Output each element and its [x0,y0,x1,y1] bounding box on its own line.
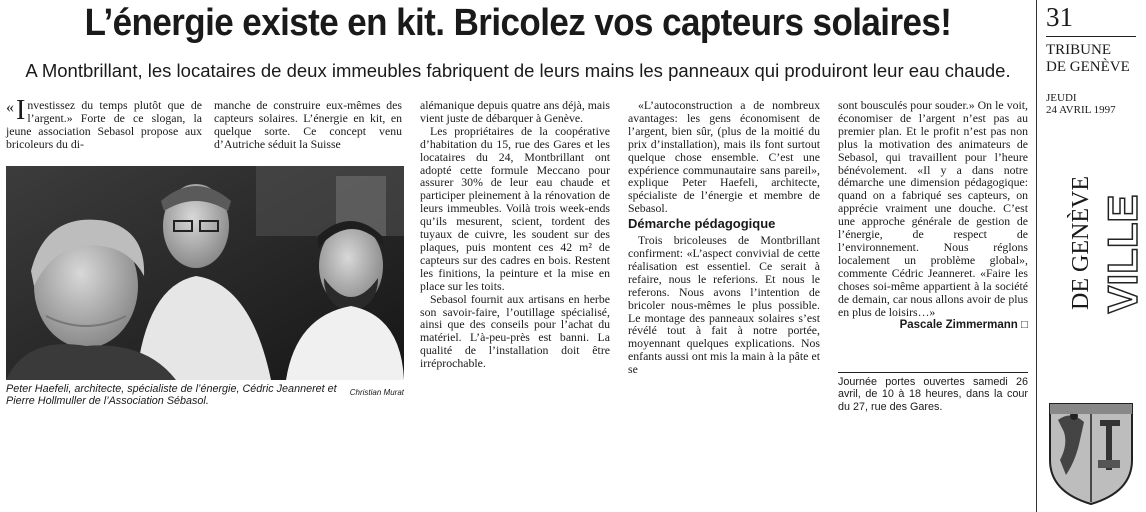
caption-text: Peter Haefeli, architecte, spécialiste de l’énergie, Cédric Jeanneret et Pierre Hollmuller de l’Association Sébasol. [6,383,337,408]
column-4: «L’autoconstruction a de nombreux avantages: les gens économisent de l’argent, bien sûr, (plus de la moitié du prix d’installation), mais ils font surtout quelque chose ensemble. C’est une expérience communautaire sans pareil», explique Peter Haefeli, architecte, spécialiste de l’énergie et membre de Sebasol. Démarche pédagogique Trois bricoleuses de Montbrillant confirment: «L’aspect convivial de cette réalisation est essentiel. Ce serait à refaire, nous le referions. Et nous le referons. Nous avons l’intention de bricoler nous-mêmes le plus possible. Le montage des panneaux solaires s’est révélé tout à fait à notre portée, moyennant quelques explications. Nos enfants aussi ont mis la main à la pâte et se [628,98,820,377]
info-divider [838,372,1028,373]
column-5: sont bousculés pour souder.» On le voit, économiser de l’argent n’est pas au premier plan. Et le profit n’est pas non plus la motivation des animateurs de Sebasol, qui travaillent pour l’heure bénévolement. «Il y a dans notre démarche une dimension pédagogique: quand on a fabriqué ses capteurs, on apprécie vraiment une douche. C’est une approche générale de gestion de l’énergie, de respect de l’environnement. Nous réglons localement un problème global», commente Cédric Jeanneret. «Faire les choses soi-même appartient à la société de demain, car nous allons avoir de plus en plus de loisirs…» Pascale Zimmermann □ [838,98,1028,332]
photo-credit: Christian Murat [349,388,404,397]
section-small: DE GENÈVE [1068,176,1094,310]
headline: L’énergie existe en kit. Bricolez vos capteurs solaires! [84,2,952,44]
article-photo [6,166,404,380]
subheadline: A Montbrillant, les locataires de deux immeubles fabriquent de leurs mains les panneaux qui produiront leur eau chaude. [25,60,1011,81]
photo-caption [6,383,404,408]
column-2-paragraph: manche de construire eux-mêmes des capteurs solaires. L’énergie en kit, en quelque sorte. Ce concept venu d’Autriche séduit la Suisse [214,98,402,151]
crest-icon [1046,400,1136,506]
quote-open: « [6,99,14,116]
intro-paragraph: « I nvestissez du temps plutôt que de l’argent.» Forte de ce slogan, la jeune association Sebasol propose aux bricoleurs du di- [6,95,202,151]
issue-date: JEUDI 24 AVRIL 1997 [1046,92,1116,116]
section-heading: Démarche pédagogique [628,216,776,232]
author-signature: Pascale Zimmermann □ [899,319,1028,332]
column-1 [6,95,202,151]
paper-name: TRIBUNE DE GENÈVE [1046,42,1130,75]
masthead-rule [1046,36,1136,37]
section-large: VILLE [1099,194,1146,314]
dropcap: I [16,95,26,126]
page-number: 31 [1046,2,1073,32]
masthead-divider [1036,0,1037,512]
photo-illustration [6,166,404,380]
column-3: alémanique depuis quatre ans déjà, mais vient juste de débarquer à Genève. Les propriétaires de la coopérative d’habitation du 15, rue des Gares et les locataires du 24, Montbrillant ont adopté cette formule Meccano pour assurer 30% de leur eau chaude et participer pleinement à la rénovation de leurs immeubles. Voilà trois week-ends qu’ils mesurent, scient, tordent des tuyaux de cuivre, les soudent sur des plaques, puis montent ces 42 m² de capteurs sur des cadres en bois. Restent les finitions, la peinture et la mise en place sur les toits. Sebasol fournit aux artisans en herbe son savoir-faire, l’outillage spécialisé, ainsi que des conseils pour l’achat du matériel. L’à-peu-près est banni. La qualité de l’installation doit être irréprochable. [420,98,610,371]
event-info: Journée portes ouvertes samedi 26 avril, de 10 à 18 heures, dans la cour du 27, rue des Gares. [838,376,1028,413]
column-2 [214,99,402,151]
